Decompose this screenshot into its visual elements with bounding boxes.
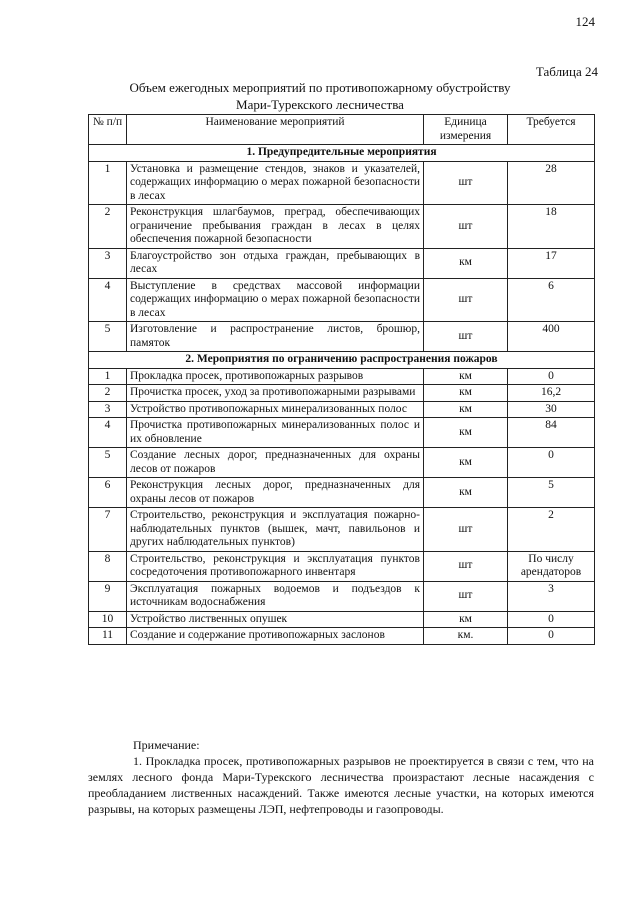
row-unit: км xyxy=(424,401,508,418)
row-num: 9 xyxy=(89,581,127,611)
header-required: Требуется xyxy=(508,115,595,145)
row-required: 400 xyxy=(508,322,595,352)
row-num: 10 xyxy=(89,611,127,628)
row-name: Эксплуатация пожарных водоемов и подъездов к источникам водоснабжения xyxy=(127,581,424,611)
row-name: Выступление в средствах массовой информации содержащих информацию о мерах пожарной безопасности в лесах xyxy=(127,278,424,322)
row-unit: км xyxy=(424,418,508,448)
row-required: 5 xyxy=(508,478,595,508)
note-title: Примечание: xyxy=(133,738,200,752)
row-unit: км xyxy=(424,611,508,628)
row-unit: шт xyxy=(424,161,508,205)
note xyxy=(88,737,594,817)
table-row xyxy=(89,401,595,418)
table-row xyxy=(89,448,595,478)
page-number: 124 xyxy=(575,14,595,29)
table-header-row xyxy=(89,115,595,145)
row-name: Создание лесных дорог, предназначенных для охраны лесов от пожаров xyxy=(127,448,424,478)
row-name: Благоустройство зон отдыха граждан, пребывающих в лесах xyxy=(127,248,424,278)
table-row xyxy=(89,508,595,552)
row-unit: км xyxy=(424,478,508,508)
table-row xyxy=(89,628,595,645)
row-name: Строительство, реконструкция и эксплуатация пожарно-наблюдательных пунктов (вышек, мачт, павильонов и других наблюдательных пунктов) xyxy=(127,508,424,552)
table-row xyxy=(89,161,595,205)
row-num: 1 xyxy=(89,161,127,205)
section-row xyxy=(89,145,595,162)
table-row xyxy=(89,478,595,508)
row-unit: шт xyxy=(424,581,508,611)
row-unit: шт xyxy=(424,508,508,552)
row-num: 4 xyxy=(89,278,127,322)
row-num: 2 xyxy=(89,385,127,402)
row-num: 6 xyxy=(89,478,127,508)
row-unit: км xyxy=(424,368,508,385)
header-name: Наименование мероприятий xyxy=(127,115,424,145)
row-num: 3 xyxy=(89,248,127,278)
section-row xyxy=(89,352,595,369)
row-required: 30 xyxy=(508,401,595,418)
table-row xyxy=(89,278,595,322)
row-unit: шт xyxy=(424,278,508,322)
table-row xyxy=(89,418,595,448)
header-num: № п/п xyxy=(89,115,127,145)
row-num: 5 xyxy=(89,448,127,478)
row-unit: шт xyxy=(424,322,508,352)
row-num: 8 xyxy=(89,551,127,581)
table-row xyxy=(89,611,595,628)
row-num: 7 xyxy=(89,508,127,552)
row-required: 0 xyxy=(508,448,595,478)
row-name: Изготовление и распространение листов, брошюр, памяток xyxy=(127,322,424,352)
row-num: 3 xyxy=(89,401,127,418)
row-name: Реконструкция шлагбаумов, преград, обеспечивающих ограничение пребывания граждан в лесах в целях обеспечения пожарной безопасности xyxy=(127,205,424,249)
table-row xyxy=(89,385,595,402)
row-unit: км xyxy=(424,448,508,478)
row-required: 0 xyxy=(508,628,595,645)
row-name: Прокладка просек, противопожарных разрывов xyxy=(127,368,424,385)
row-num: 4 xyxy=(89,418,127,448)
row-name: Строительство, реконструкция и эксплуатация пунктов сосредоточения противопожарного инвентаря xyxy=(127,551,424,581)
row-required: 6 xyxy=(508,278,595,322)
document-title xyxy=(0,79,640,113)
row-unit: шт xyxy=(424,551,508,581)
row-required: 84 xyxy=(508,418,595,448)
row-name: Установка и размещение стендов, знаков и указателей, содержащих информацию о мерах пожарной безопасности в лесах xyxy=(127,161,424,205)
row-required: 0 xyxy=(508,611,595,628)
table-row xyxy=(89,368,595,385)
row-name: Создание и содержание противопожарных заслонов xyxy=(127,628,424,645)
table-row xyxy=(89,581,595,611)
row-num: 2 xyxy=(89,205,127,249)
title-line-2: Мари-Турекского лесничества xyxy=(236,97,404,112)
note-text: 1. Прокладка просек, противопожарных разрывов не проектируется в связи с тем, что на землях лесного фонда Мари-Турекского лесничества произрастают лесные насаждения с преобладанием лиственных насаждений. Также имеются лесные участки, на которых имеются разрывы, на которых размещены ЛЭП, нефтепроводы и газопроводы. xyxy=(88,754,594,816)
table-row xyxy=(89,551,595,581)
row-required: По числу арендаторов xyxy=(508,551,595,581)
section-title: 2. Мероприятия по ограничению распространения пожаров xyxy=(89,352,595,369)
section-title: 1. Предупредительные мероприятия xyxy=(89,145,595,162)
row-name: Устройство противопожарных минерализованных полос xyxy=(127,401,424,418)
row-num: 5 xyxy=(89,322,127,352)
row-name: Реконструкция лесных дорог, предназначенных для охраны лесов от пожаров xyxy=(127,478,424,508)
measures-table xyxy=(88,114,595,645)
row-name: Устройство лиственных опушек xyxy=(127,611,424,628)
row-unit: км. xyxy=(424,628,508,645)
title-line-1: Объем ежегодных мероприятий по противопожарному обустройству xyxy=(129,80,511,95)
row-num: 1 xyxy=(89,368,127,385)
table-label: Таблица 24 xyxy=(535,64,598,79)
row-num: 11 xyxy=(89,628,127,645)
table-row xyxy=(89,248,595,278)
row-required: 2 xyxy=(508,508,595,552)
row-name: Прочистка просек, уход за противопожарными разрывами xyxy=(127,385,424,402)
row-required: 0 xyxy=(508,368,595,385)
row-required: 16,2 xyxy=(508,385,595,402)
row-unit: км xyxy=(424,385,508,402)
row-required: 3 xyxy=(508,581,595,611)
table-body xyxy=(89,145,595,645)
row-required: 17 xyxy=(508,248,595,278)
row-required: 18 xyxy=(508,205,595,249)
header-unit: Единица измерения xyxy=(424,115,508,145)
row-name: Прочистка противопожарных минерализованных полос и их обновление xyxy=(127,418,424,448)
row-unit: шт xyxy=(424,205,508,249)
row-unit: км xyxy=(424,248,508,278)
table-row xyxy=(89,205,595,249)
row-required: 28 xyxy=(508,161,595,205)
table-row xyxy=(89,322,595,352)
